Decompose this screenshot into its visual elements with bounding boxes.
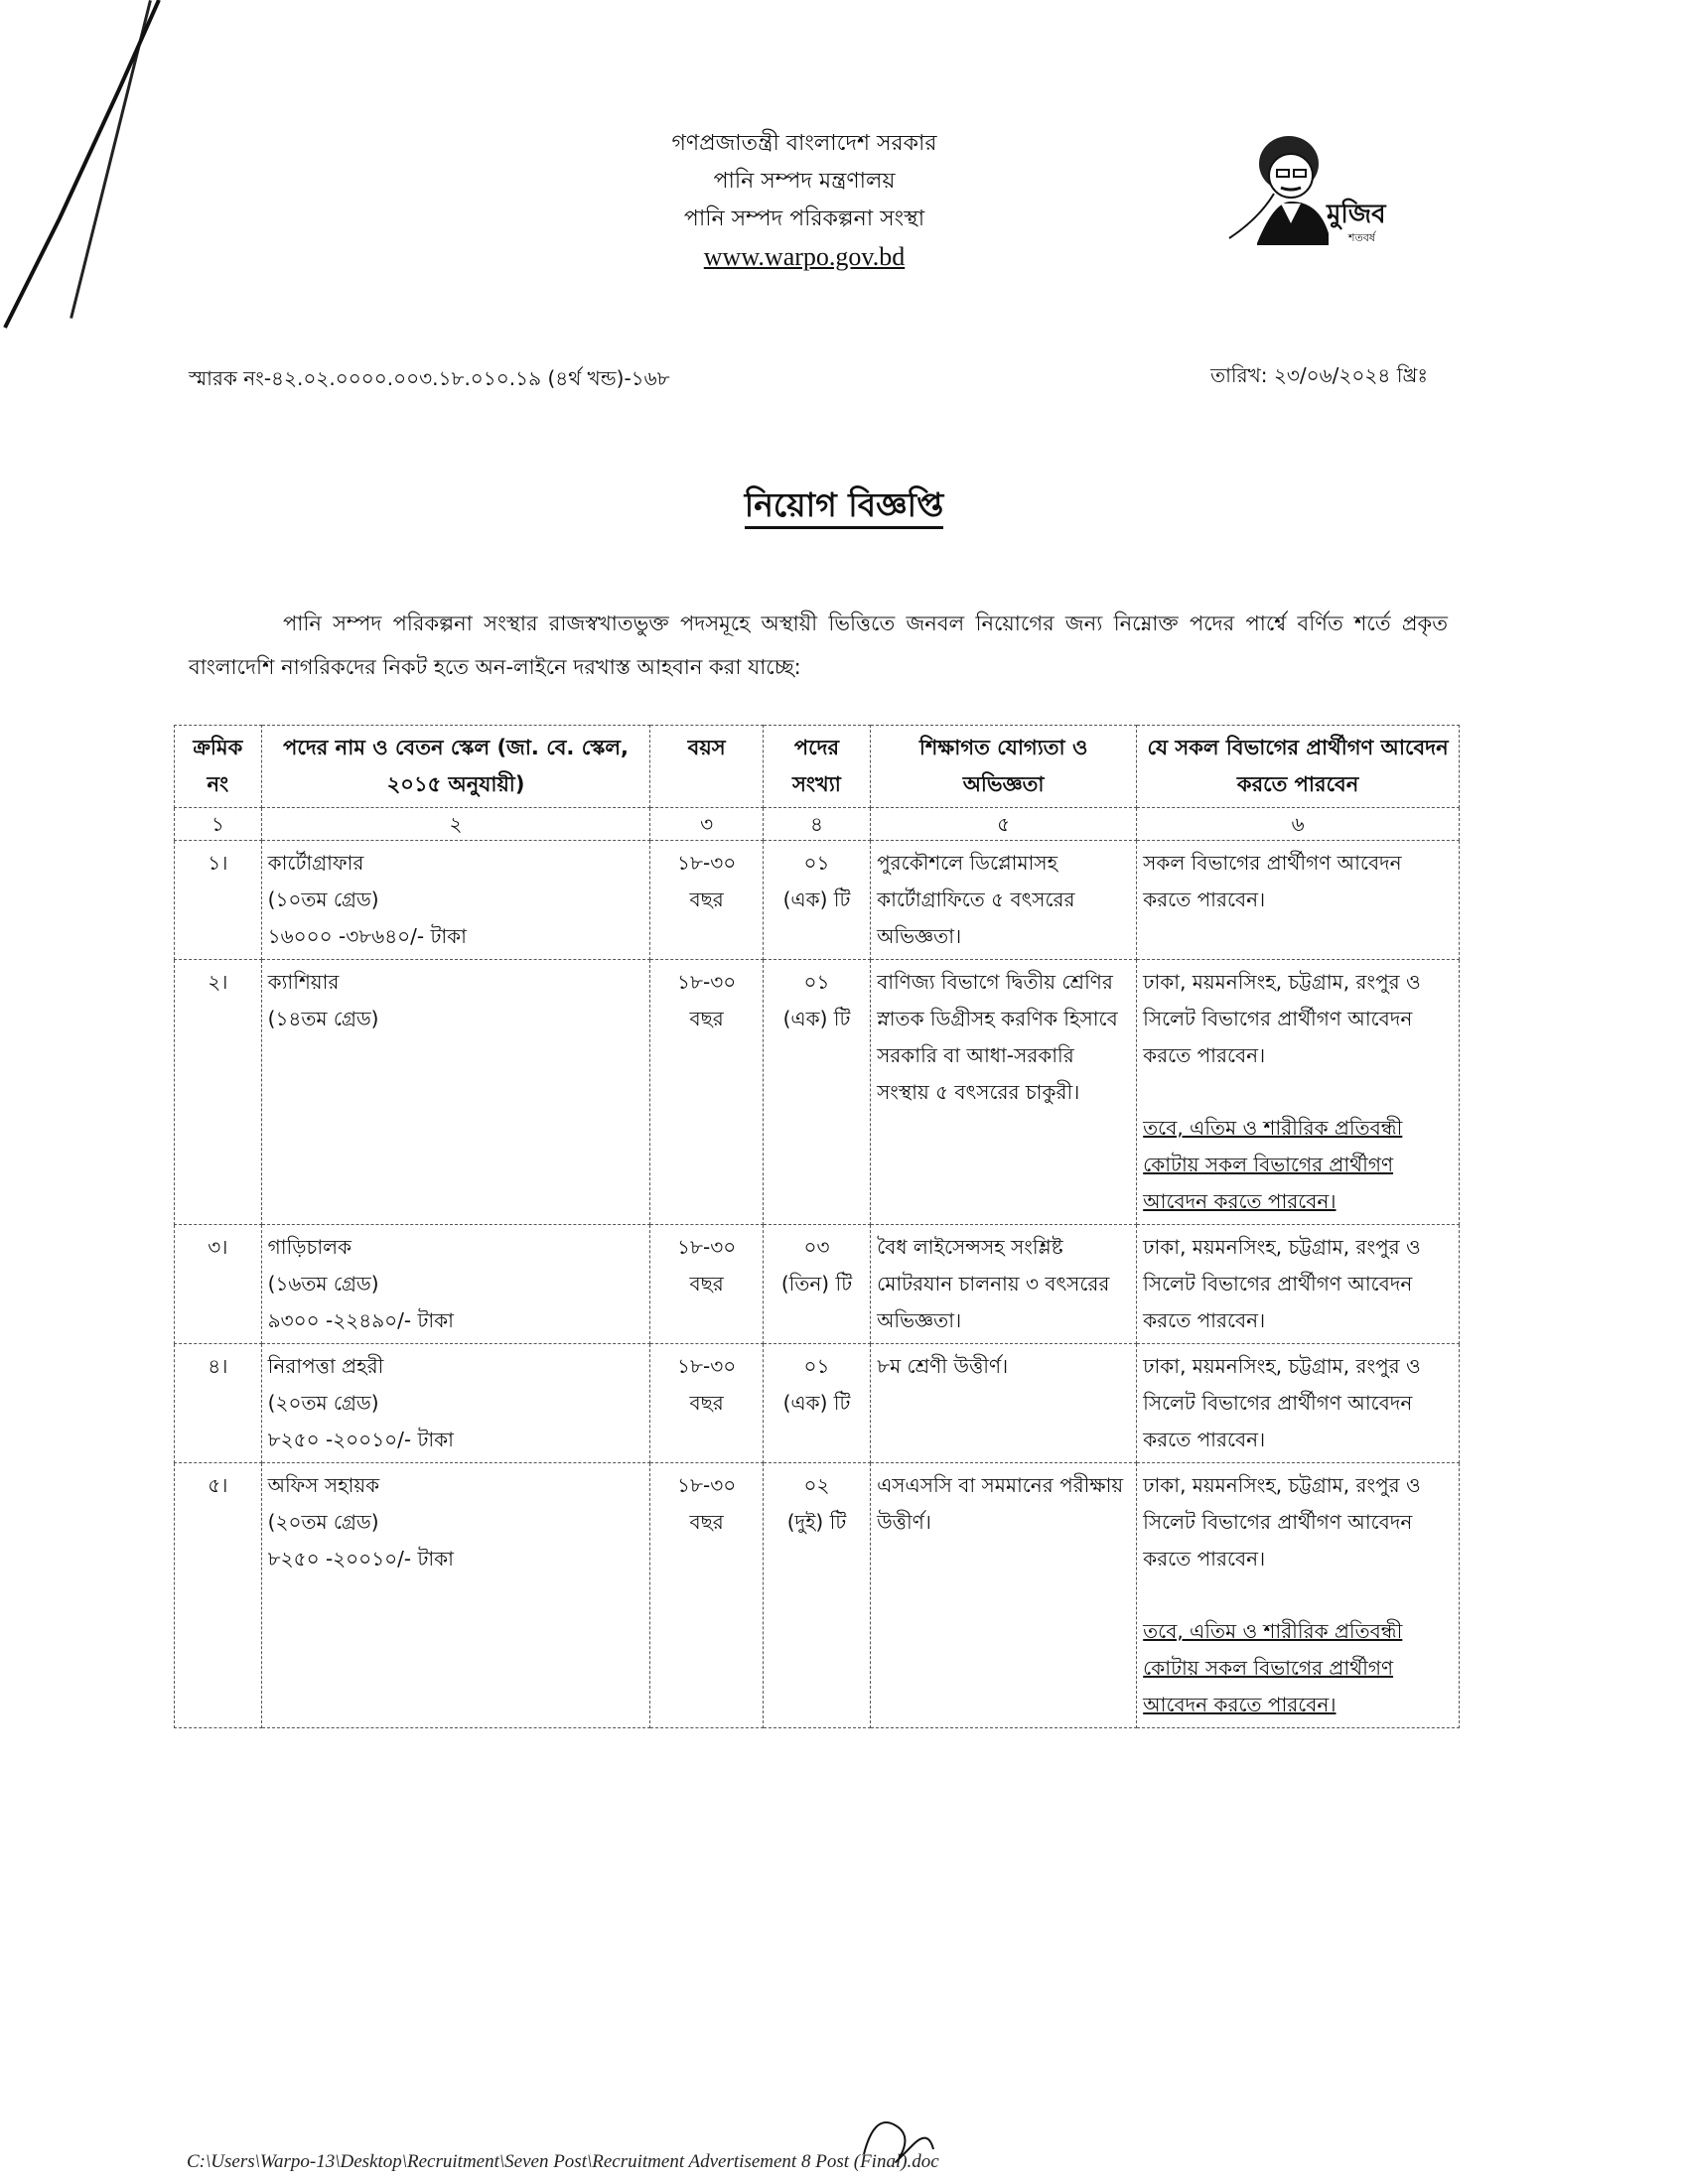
pay-scale: ১৬০০০ -৩৮৬৪০/- টাকা: [267, 924, 467, 948]
cell-qualification: [871, 960, 1137, 1225]
post-count: ০১: [803, 851, 830, 875]
recruitment-table: [174, 725, 1460, 1728]
post-count-text: (তিন) টি: [780, 1272, 853, 1296]
post-count-text: (দুই) টি: [786, 1510, 847, 1534]
footer-file-path: C:\Users\Warpo-13\Desktop\Recruitment\Seven Post\Recruitment Advertisement 8 Post (Final).doc: [187, 2151, 939, 2172]
cell-divisions: [1137, 1344, 1460, 1463]
cell-count: [763, 1225, 870, 1344]
row-serial: ১।: [208, 851, 228, 875]
post-count: ০৩: [803, 1235, 830, 1259]
qualification-text: এসএসসি বা সমমানের পরীক্ষায় উত্তীর্ণ।: [877, 1473, 1124, 1534]
post-name: কার্টোগ্রাফার: [267, 851, 364, 875]
cell-divisions: [1137, 1225, 1460, 1344]
cell-qualification: [871, 1463, 1137, 1728]
memo-number: স্মারক নং-৪২.০২.০০০০.০০৩.১৮.০১০.১৯ (৪র্থ খন্ড)-১৬৮: [189, 366, 670, 390]
column-number-row: [175, 808, 1460, 841]
logo-text: মুজিব: [1327, 200, 1386, 229]
post-name: নিরাপত্তা প্রহরী: [267, 1354, 384, 1378]
letterhead: [556, 125, 1053, 276]
post-name: ক্যাশিয়ার: [267, 970, 340, 994]
cell-age: [650, 1344, 763, 1463]
qualification-text: ৮ম শ্রেণী উত্তীর্ণ।: [877, 1354, 1009, 1378]
cell-post: [261, 1225, 650, 1344]
post-count-text: (এক) টি: [782, 887, 851, 911]
eligible-divisions: ঢাকা, ময়মনসিংহ, চট্টগ্রাম, রংপুর ও সিলেট বিভাগের প্রার্থীগণ আবেদন করতে পারবেন।: [1143, 1473, 1421, 1570]
age-unit: বছর: [689, 1391, 724, 1415]
column-number: ৫: [871, 808, 1137, 841]
row-serial: ৫।: [208, 1473, 228, 1497]
row-serial: ২।: [208, 970, 228, 994]
column-number: ২: [261, 808, 650, 841]
signature-mark: [854, 2105, 943, 2174]
age-unit: বছর: [689, 1510, 724, 1534]
age-unit: বছর: [689, 1007, 724, 1030]
post-count-text: (এক) টি: [782, 1391, 851, 1415]
age-unit: বছর: [689, 1272, 724, 1296]
post-grade: (২০তম গ্রেড): [267, 1510, 379, 1534]
cell-divisions: [1137, 1463, 1460, 1728]
logo-subtext: শতবর্ষ: [1348, 231, 1375, 244]
quota-note: তবে, এতিম ও শারীরিক প্রতিবন্ধী কোটায় সকল বিভাগের প্রার্থীগণ আবেদন করতে পারবেন।: [1143, 1619, 1403, 1716]
cell-divisions: [1137, 841, 1460, 960]
header-serial: ক্রমিক নং: [175, 726, 262, 808]
cell-serial: [175, 1463, 262, 1728]
age-range: ১৮-৩০: [677, 1354, 737, 1378]
row-serial: ৩।: [208, 1235, 228, 1259]
table-header-row: [175, 726, 1460, 808]
pay-scale: ৯৩০০ -২২৪৯০/- টাকা: [267, 1308, 454, 1332]
notice-title: [0, 479, 1688, 535]
age-range: ১৮-৩০: [677, 851, 737, 875]
post-grade: (১৪তম গ্রেড): [267, 1007, 379, 1030]
header-age: বয়স: [650, 726, 763, 808]
age-unit: বছর: [689, 887, 724, 911]
govt-name: গণপ্রজাতন্ত্রী বাংলাদেশ সরকার: [671, 131, 937, 156]
header-qualification: শিক্ষাগত যোগ্যতা ও অভিজ্ঞতা: [871, 726, 1137, 808]
column-number: ১: [175, 808, 262, 841]
header-divisions: যে সকল বিভাগের প্রার্থীগণ আবেদন করতে পারবেন: [1137, 726, 1460, 808]
age-range: ১৮-৩০: [677, 1473, 737, 1497]
post-grade: (১০তম গ্রেড): [267, 887, 379, 911]
row-serial: ৪।: [208, 1354, 228, 1378]
pay-scale: ৮২৫০ -২০০১০/- টাকা: [267, 1428, 454, 1451]
cell-serial: [175, 1344, 262, 1463]
post-grade: (২০তম গ্রেড): [267, 1391, 379, 1415]
scan-edge-mark: [0, 0, 169, 338]
post-grade: (১৬তম গ্রেড): [267, 1272, 379, 1296]
cell-count: [763, 1463, 870, 1728]
ministry-name: পানি সম্পদ মন্ত্রণালয়: [713, 169, 896, 194]
cell-count: [763, 1344, 870, 1463]
cell-qualification: [871, 1225, 1137, 1344]
cell-age: [650, 841, 763, 960]
eligible-divisions: ঢাকা, ময়মনসিংহ, চট্টগ্রাম, রংপুর ও সিলেট বিভাগের প্রার্থীগণ আবেদন করতে পারবেন।: [1143, 1235, 1421, 1332]
table-row: [175, 841, 1460, 960]
column-number: ৬: [1137, 808, 1460, 841]
post-name: অফিস সহায়ক: [267, 1473, 380, 1497]
eligible-divisions: সকল বিভাগের প্রার্থীগণ আবেদন করতে পারবেন।: [1143, 851, 1402, 911]
organization-name: পানি সম্পদ পরিকল্পনা সংস্থা: [683, 206, 925, 231]
eligible-divisions: ঢাকা, ময়মনসিংহ, চট্টগ্রাম, রংপুর ও সিলেট বিভাগের প্রার্থীগণ আবেদন করতে পারবেন।: [1143, 1354, 1421, 1451]
cell-age: [650, 1225, 763, 1344]
table-row: [175, 1225, 1460, 1344]
qualification-text: পুরকৌশলে ডিপ্লোমাসহ কার্টোগ্রাফিতে ৫ বৎসরের অভিজ্ঞতা।: [877, 851, 1075, 948]
header-count: পদের সংখ্যা: [763, 726, 870, 808]
intro-paragraph: পানি সম্পদ পরিকল্পনা সংস্থার রাজস্বখাতভুক্ত পদসমূহে অস্থায়ী ভিত্তিতে জনবল নিয়োগের জন্য নিম্নোক্ত পদের পার্শ্বে বর্ণিত শর্তে প্রকৃত বাংলাদেশি নাগরিকদের নিকট হতে অন-লাইনে দরখাস্ত আহবান করা যাচ্ছে:: [189, 612, 1448, 679]
cell-post: [261, 1344, 650, 1463]
cell-qualification: [871, 841, 1137, 960]
issue-date: তারিখ: ২৩/০৬/২০২৪ খ্রিঃ: [1210, 363, 1428, 387]
post-count-text: (এক) টি: [782, 1007, 851, 1030]
table-row: [175, 1344, 1460, 1463]
post-name: গাড়িচালক: [267, 1235, 352, 1259]
cell-post: [261, 1463, 650, 1728]
post-count: ০২: [803, 1473, 830, 1497]
table-row: [175, 1463, 1460, 1728]
qualification-text: বৈধ লাইসেন্সসহ সংশ্লিষ্ট মোটরযান চালনায় ৩ বৎসরের অভিজ্ঞতা।: [877, 1235, 1110, 1332]
eligible-divisions: ঢাকা, ময়মনসিংহ, চট্টগ্রাম, রংপুর ও সিলেট বিভাগের প্রার্থীগণ আবেদন করতে পারবেন।: [1143, 970, 1421, 1067]
column-number: ৩: [650, 808, 763, 841]
qualification-text: বাণিজ্য বিভাগে দ্বিতীয় শ্রেণির স্নাতক ডিগ্রীসহ করণিক হিসাবে সরকারি বা আধা-সরকারি সংস্থায় ৫ বৎসরের চাকুরী।: [877, 970, 1118, 1104]
column-number: ৪: [763, 808, 870, 841]
cell-count: [763, 960, 870, 1225]
cell-serial: [175, 1225, 262, 1344]
quota-note: তবে, এতিম ও শারীরিক প্রতিবন্ধী কোটায় সকল বিভাগের প্রার্থীগণ আবেদন করতে পারবেন।: [1143, 1116, 1403, 1213]
cell-count: [763, 841, 870, 960]
notice-title-text: নিয়োগ বিজ্ঞপ্তি: [745, 485, 943, 529]
cell-qualification: [871, 1344, 1137, 1463]
post-count: ০১: [803, 1354, 830, 1378]
post-count: ০১: [803, 970, 830, 994]
mujib-logo: [1219, 124, 1398, 253]
cell-post: [261, 960, 650, 1225]
age-range: ১৮-৩০: [677, 970, 737, 994]
cell-divisions: [1137, 960, 1460, 1225]
cell-post: [261, 841, 650, 960]
age-range: ১৮-৩০: [677, 1235, 737, 1259]
header-post: পদের নাম ও বেতন স্কেল (জা. বে. স্কেল, ২০১৫ অনুযায়ী): [261, 726, 650, 808]
cell-serial: [175, 960, 262, 1225]
cell-age: [650, 1463, 763, 1728]
table-row: [175, 960, 1460, 1225]
cell-age: [650, 960, 763, 1225]
cell-serial: [175, 841, 262, 960]
pay-scale: ৮২৫০ -২০০১০/- টাকা: [267, 1547, 454, 1570]
website-link[interactable]: www.warpo.gov.bd: [703, 242, 906, 271]
